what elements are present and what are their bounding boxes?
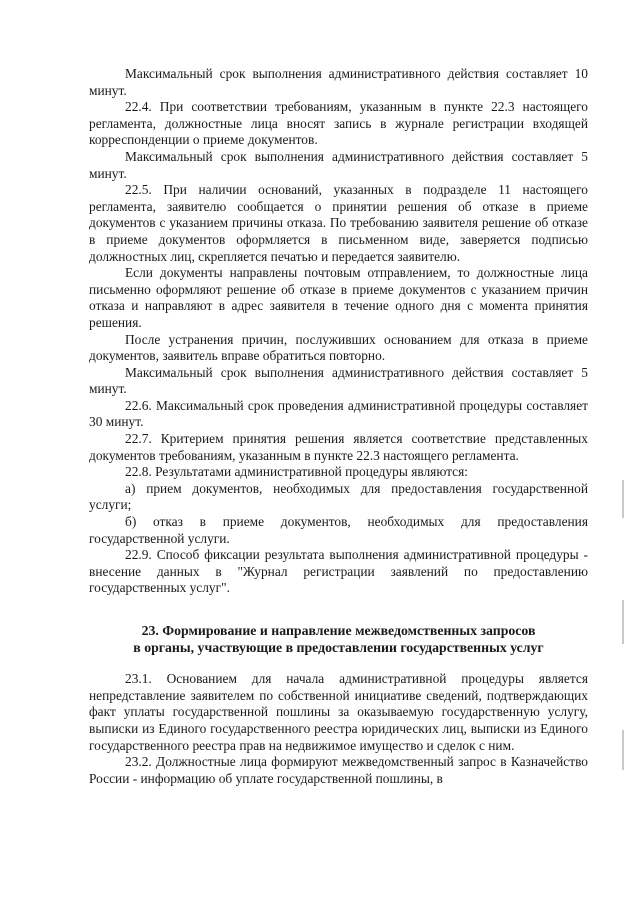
- paragraph: 22.6. Максимальный срок проведения административной процедуры составляет 30 минут.: [89, 397, 588, 430]
- paragraph: Максимальный срок выполнения административного действия составляет 10 минут.: [89, 66, 588, 98]
- paragraph: б) отказ в приеме документов, необходимых для предоставления государственной услуги.: [89, 514, 588, 546]
- paragraph: Максимальный срок выполнения административного действия составляет 5 минут.: [89, 148, 588, 181]
- paragraph: 22.7. Критерием принятия решения является соответствие представленных документов требованиям, указанным в пункте 22.3 настоящего регламента.: [89, 431, 588, 463]
- paragraph: 22.9. Способ фиксации результата выполнения административной процедуры - внесение данных в "Журнал регистрации заявлений по предоставлению государственных услуг".: [89, 547, 588, 596]
- paragraph: а) прием документов, необходимых для предоставления государственной услуги;: [89, 480, 588, 513]
- paragraph: Максимальный срок выполнения административного действия составляет 5 минут.: [89, 364, 588, 397]
- scan-artifact: [622, 600, 624, 644]
- section-heading-line: в органы, участвующие в предоставлении государственных услуг: [133, 639, 544, 655]
- scan-artifact: [622, 480, 624, 518]
- paragraph: После устранения причин, послуживших основанием для отказа в приеме документов, заявитель вправе обратиться повторно.: [89, 331, 588, 364]
- paragraph: 22.8. Результатами административной процедуры являются:: [125, 464, 469, 480]
- section-heading: [89, 623, 588, 656]
- paragraph: 23.1. Основанием для начала административной процедуры является непредставление заявителем по собственной инициативе сведений, подтверждающих факт уплаты государственной пошлины за оказываемую государственную услугу, выписки из Единого государственного реестра юридических лиц, выписки из Единого государственного реестра прав на недвижимое имущество и сделок с ним.: [89, 671, 588, 753]
- paragraph: 22.5. При наличии оснований, указанных в подразделе 11 настоящего регламента, заявителю сообщается о принятии решения об отказе в приеме документов с указанием причины отказа. По требованию заявителя решение об отказе в приеме документов оформляется в письменном виде, заверяется подписью должностных лиц, скрепляется печатью и передается заявителю.: [89, 182, 588, 264]
- document-body: [89, 66, 588, 787]
- paragraph: Если документы направлены почтовым отправлением, то должностные лица письменно оформляют решение об отказе в приеме документов с указанием причин отказа и направляют в адрес заявителя в течение одного дня с момента принятия решения.: [89, 265, 588, 330]
- scan-margin-marks: [620, 480, 626, 780]
- paragraph: 22.4. При соответствии требованиям, указанным в пункте 22.3 настоящего регламента, должностные лица вносят запись в журнале регистрации входящей корреспонденции о приеме документов.: [89, 99, 588, 148]
- scan-artifact: [622, 730, 624, 770]
- section-heading-line: 23. Формирование и направление межведомственных запросов: [141, 623, 536, 638]
- paragraph: 23.2. Должностные лица формируют межведомственный запрос в Казначейство России - информацию об уплате государственной пошлины, в: [89, 754, 588, 786]
